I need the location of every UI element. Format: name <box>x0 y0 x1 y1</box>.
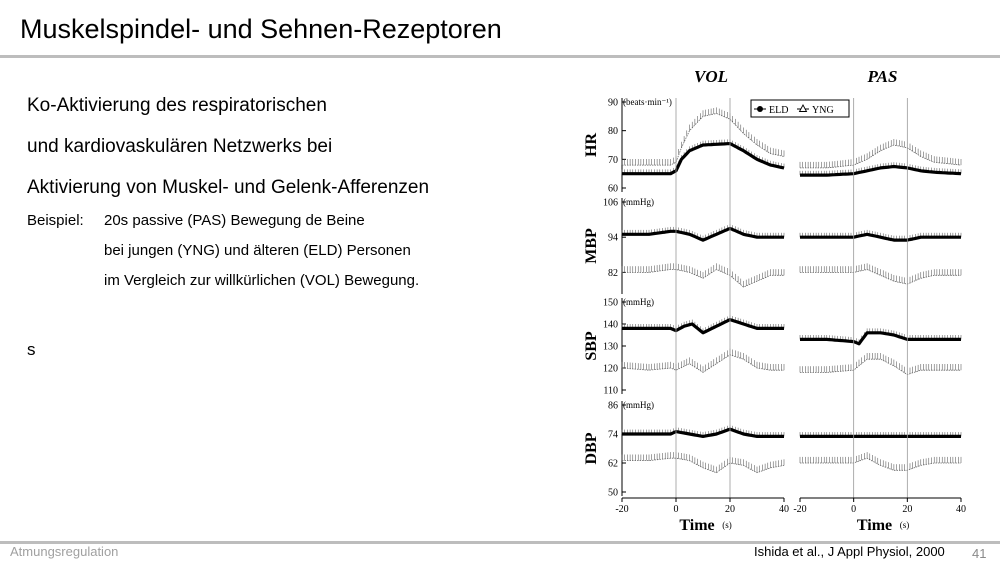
x-tick-label-vol: 0 <box>673 504 679 515</box>
example-line-3: im Vergleich zur willkürlichen (VOL) Bewegung. <box>104 272 420 289</box>
dbp-vol-yng-errorbars <box>622 452 784 473</box>
example-line-1: 20s passive (PAS) Bewegung de Beine <box>104 212 365 229</box>
sbp-y-tick-label: 150 <box>603 297 618 309</box>
body-line-3: Aktivierung von Muskel- und Gelenk-Afferenzen <box>27 177 430 198</box>
sbp-y-tick-label: 110 <box>603 385 618 397</box>
mbp-vol-yng-errorbars <box>622 263 784 287</box>
x-tick-label-pas: 0 <box>851 504 857 515</box>
sbp-vol-eld-errorbars <box>622 315 784 333</box>
sbp-panel-label: SBP <box>583 331 600 361</box>
body-line-2: und kardiovaskulären Netzwerks bei <box>27 136 333 157</box>
x-axis-label-pas: Time <box>856 517 893 534</box>
x-tick-label-vol: 40 <box>779 504 789 515</box>
stray-text: s <box>27 340 36 359</box>
sbp-pas-eld-errorbars <box>800 328 961 343</box>
dbp-unit: (mmHg) <box>623 400 654 410</box>
sbp-y-tick-label: 140 <box>603 319 618 331</box>
citation: Ishida et al., J Appl Physiol, 2000 <box>754 544 945 559</box>
dbp-y-tick-label: 74 <box>608 429 618 441</box>
sbp-pas-eld-line <box>800 333 961 344</box>
example-line-2: bei jungen (YNG) und älteren (ELD) Personen <box>104 242 411 259</box>
mbp-y-tick-label: 106 <box>603 197 618 209</box>
dbp-y-tick-label: 50 <box>608 487 618 499</box>
x-axis-unit-vol: (s) <box>722 520 732 530</box>
hr-y-tick-label: 60 <box>608 183 618 195</box>
mbp-pas-yng-errorbars <box>800 263 961 284</box>
figure-series <box>583 67 966 534</box>
physiology-figure <box>570 62 980 537</box>
mbp-y-tick-label: 82 <box>608 267 618 279</box>
x-tick-label-pas: 40 <box>956 504 966 515</box>
mbp-unit: (mmHg) <box>623 197 654 207</box>
mbp-panel-label: MBP <box>583 228 600 264</box>
column-header-vol: VOL <box>694 67 728 86</box>
x-axis-label-vol: Time <box>679 517 715 534</box>
dbp-pas-yng-errorbars <box>800 452 961 470</box>
x-axis-unit-pas: (s) <box>899 520 910 530</box>
body-line-1: Ko-Aktivierung des respiratorischen <box>27 95 327 116</box>
hr-y-tick-label: 70 <box>608 154 618 166</box>
sbp-vol-yng-errorbars <box>622 349 784 373</box>
sbp-y-tick-label: 130 <box>603 341 618 353</box>
column-header-pas: PAS <box>867 67 898 86</box>
legend-eld-label: ELD <box>769 105 789 116</box>
page-number: 41 <box>972 546 987 561</box>
title-divider <box>0 55 1000 58</box>
footer-section-label: Atmungsregulation <box>10 544 119 559</box>
sbp-unit: (mmHg) <box>623 297 654 307</box>
legend-eld-marker <box>757 106 763 112</box>
hr-pas-yng-errorbars <box>800 139 961 168</box>
x-tick-label-vol: 20 <box>725 504 735 515</box>
slide-title: Muskelspindel- und Sehnen-Rezeptoren <box>20 14 502 44</box>
hr-y-tick-label: 90 <box>608 97 618 109</box>
legend-yng-label: YNG <box>812 105 834 116</box>
dbp-y-tick-label: 86 <box>608 400 618 412</box>
example-label: Beispiel: <box>27 212 84 229</box>
dbp-y-tick-label: 62 <box>608 458 618 470</box>
x-tick-label-vol: -20 <box>615 504 629 515</box>
sbp-pas-yng-errorbars <box>800 353 961 375</box>
x-tick-label-pas: -20 <box>793 504 807 515</box>
dbp-panel-label: DBP <box>583 432 600 465</box>
hr-y-tick-label: 80 <box>608 126 618 138</box>
sbp-y-tick-label: 120 <box>603 363 618 375</box>
hr-panel-label: HR <box>583 133 600 157</box>
hr-unit: (beats·min⁻¹) <box>623 97 672 107</box>
x-tick-label-pas: 20 <box>902 504 913 515</box>
mbp-y-tick-label: 94 <box>608 232 618 244</box>
